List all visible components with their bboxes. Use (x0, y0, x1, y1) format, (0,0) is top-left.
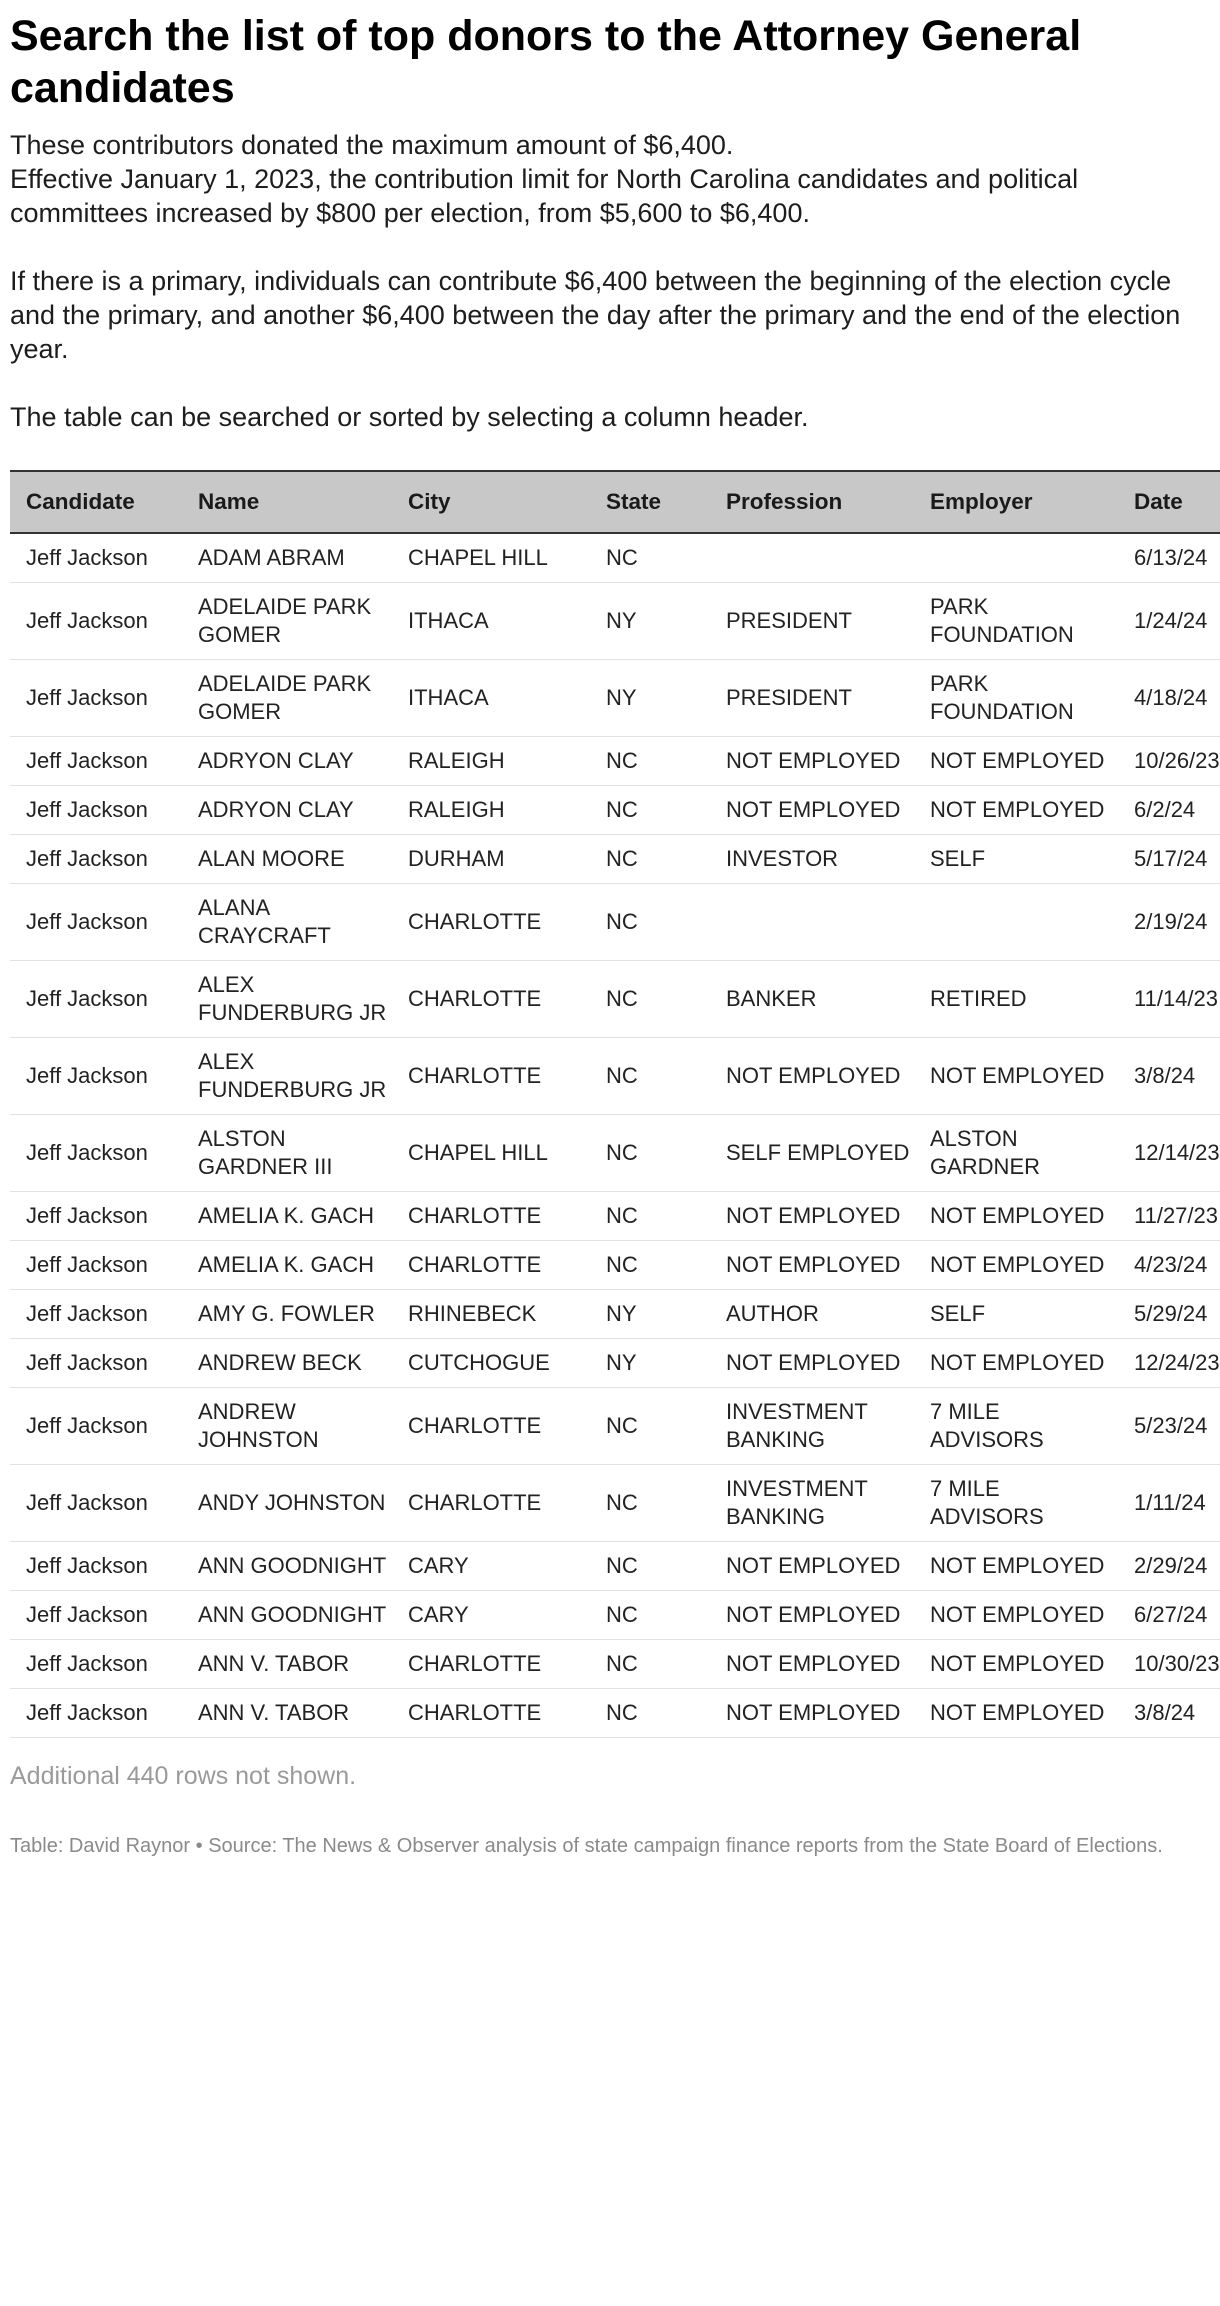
cell-candidate: Jeff Jackson (10, 1591, 182, 1640)
donor-table (10, 470, 1220, 1738)
cell-candidate: Jeff Jackson (10, 660, 182, 737)
cell-name: ALAN MOORE (182, 835, 392, 884)
cell-city: CHARLOTTE (392, 1192, 590, 1241)
cell-date: 6/27/24 (1118, 1591, 1220, 1640)
cell-candidate: Jeff Jackson (10, 1290, 182, 1339)
table-row (10, 835, 1220, 884)
cell-employer: NOT EMPLOYED (914, 1689, 1118, 1738)
cell-date: 4/23/24 (1118, 1241, 1220, 1290)
cell-profession: NOT EMPLOYED (710, 1640, 914, 1689)
cell-employer: 7 MILE ADVISORS (914, 1465, 1118, 1542)
cell-city: CUTCHOGUE (392, 1339, 590, 1388)
cell-city: CHARLOTTE (392, 1465, 590, 1542)
table-row (10, 884, 1220, 961)
cell-candidate: Jeff Jackson (10, 533, 182, 583)
table-row (10, 533, 1220, 583)
page-title: Search the list of top donors to the Attorney General candidates (10, 12, 1082, 112)
table-row (10, 1339, 1220, 1388)
cell-date: 4/18/24 (1118, 660, 1220, 737)
cell-state: NC (590, 737, 710, 786)
cell-name: ANDREW JOHNSTON (182, 1388, 392, 1465)
cell-date: 12/14/23 (1118, 1115, 1220, 1192)
cell-date: 10/30/23 (1118, 1640, 1220, 1689)
cell-state: NY (590, 660, 710, 737)
cell-city: CHAPEL HILL (392, 533, 590, 583)
cell-candidate: Jeff Jackson (10, 786, 182, 835)
column-header-state[interactable]: State (590, 471, 710, 533)
cell-candidate: Jeff Jackson (10, 1465, 182, 1542)
column-header-date[interactable]: Date (1118, 471, 1220, 533)
cell-city: CHARLOTTE (392, 1241, 590, 1290)
cell-city: CHARLOTTE (392, 1640, 590, 1689)
cell-city: RALEIGH (392, 786, 590, 835)
table-row (10, 1465, 1220, 1542)
cell-profession: SELF EMPLOYED (710, 1115, 914, 1192)
cell-name: ANN GOODNIGHT (182, 1542, 392, 1591)
cell-name: ANDY JOHNSTON (182, 1465, 392, 1542)
cell-state: NC (590, 1038, 710, 1115)
cell-name: ANN GOODNIGHT (182, 1591, 392, 1640)
cell-employer: NOT EMPLOYED (914, 1192, 1118, 1241)
cell-name: AMY G. FOWLER (182, 1290, 392, 1339)
cell-city: CHARLOTTE (392, 1038, 590, 1115)
cell-profession: NOT EMPLOYED (710, 1689, 914, 1738)
cell-state: NC (590, 1542, 710, 1591)
cell-employer: NOT EMPLOYED (914, 1339, 1118, 1388)
table-row (10, 1640, 1220, 1689)
cell-date: 5/17/24 (1118, 835, 1220, 884)
cell-state: NC (590, 1241, 710, 1290)
table-row (10, 1591, 1220, 1640)
cell-candidate: Jeff Jackson (10, 737, 182, 786)
cell-profession: INVESTOR (710, 835, 914, 884)
cell-city: CHARLOTTE (392, 1388, 590, 1465)
cell-name: ALSTON GARDNER III (182, 1115, 392, 1192)
cell-profession: PRESIDENT (710, 583, 914, 660)
cell-date: 3/8/24 (1118, 1038, 1220, 1115)
cell-profession: PRESIDENT (710, 660, 914, 737)
cell-profession: AUTHOR (710, 1290, 914, 1339)
cell-state: NC (590, 1192, 710, 1241)
cell-date: 6/13/24 (1118, 533, 1220, 583)
cell-date: 2/19/24 (1118, 884, 1220, 961)
cell-profession: NOT EMPLOYED (710, 1591, 914, 1640)
cell-profession: NOT EMPLOYED (710, 1038, 914, 1115)
cell-employer: SELF (914, 835, 1118, 884)
cell-name: ADRYON CLAY (182, 737, 392, 786)
cell-date: 5/23/24 (1118, 1388, 1220, 1465)
cell-candidate: Jeff Jackson (10, 1038, 182, 1115)
cell-date: 12/24/23 (1118, 1339, 1220, 1388)
intro-line-instructions: The table can be searched or sorted by selecting a column header. (10, 402, 809, 432)
column-header-profession[interactable]: Profession (710, 471, 914, 533)
table-row (10, 1689, 1220, 1738)
cell-profession: BANKER (710, 961, 914, 1038)
intro-line-primary: If there is a primary, individuals can contribute $6,400 between the beginning of the election cycle and the primary, and another $6,400 between the day after the primary and the end of the election year. (10, 266, 1181, 364)
cell-candidate: Jeff Jackson (10, 835, 182, 884)
cell-profession: NOT EMPLOYED (710, 1542, 914, 1591)
table-row (10, 1388, 1220, 1465)
cell-name: AMELIA K. GACH (182, 1192, 392, 1241)
cell-state: NC (590, 835, 710, 884)
cell-employer: PARK FOUNDATION (914, 583, 1118, 660)
cell-state: NC (590, 1388, 710, 1465)
cell-candidate: Jeff Jackson (10, 1115, 182, 1192)
cell-employer: NOT EMPLOYED (914, 1241, 1118, 1290)
cell-employer: NOT EMPLOYED (914, 786, 1118, 835)
cell-city: CARY (392, 1591, 590, 1640)
cell-name: ANDREW BECK (182, 1339, 392, 1388)
cell-state: NC (590, 1115, 710, 1192)
cell-employer: PARK FOUNDATION (914, 660, 1118, 737)
cell-name: ALEX FUNDERBURG JR (182, 961, 392, 1038)
intro-text (10, 128, 1210, 434)
cell-employer: NOT EMPLOYED (914, 737, 1118, 786)
cell-employer: NOT EMPLOYED (914, 1591, 1118, 1640)
table-row (10, 660, 1220, 737)
cell-name: ADAM ABRAM (182, 533, 392, 583)
cell-employer: NOT EMPLOYED (914, 1038, 1118, 1115)
cell-employer (914, 884, 1118, 961)
cell-name: AMELIA K. GACH (182, 1241, 392, 1290)
cell-name: ADRYON CLAY (182, 786, 392, 835)
cell-date: 10/26/23 (1118, 737, 1220, 786)
cell-city: ITHACA (392, 583, 590, 660)
cell-state: NC (590, 1689, 710, 1738)
cell-city: ITHACA (392, 660, 590, 737)
cell-profession: NOT EMPLOYED (710, 1339, 914, 1388)
column-header-city[interactable]: City (392, 471, 590, 533)
donor-table-container (10, 470, 1220, 1738)
cell-state: NC (590, 884, 710, 961)
cell-city: DURHAM (392, 835, 590, 884)
cell-date: 5/29/24 (1118, 1290, 1220, 1339)
cell-candidate: Jeff Jackson (10, 1241, 182, 1290)
table-row (10, 1290, 1220, 1339)
cell-employer: SELF (914, 1290, 1118, 1339)
cell-city: CHARLOTTE (392, 1689, 590, 1738)
cell-city: CHARLOTTE (392, 961, 590, 1038)
intro-line-max: These contributors donated the maximum amount of $6,400. (10, 130, 734, 160)
column-header-name[interactable]: Name (182, 471, 392, 533)
cell-employer: NOT EMPLOYED (914, 1640, 1118, 1689)
table-row (10, 737, 1220, 786)
cell-profession (710, 884, 914, 961)
cell-candidate: Jeff Jackson (10, 1640, 182, 1689)
cell-state: NC (590, 1465, 710, 1542)
table-header-row (10, 471, 1220, 533)
cell-profession: NOT EMPLOYED (710, 1241, 914, 1290)
table-row (10, 1241, 1220, 1290)
cell-date: 1/24/24 (1118, 583, 1220, 660)
cell-state: NC (590, 1640, 710, 1689)
cell-candidate: Jeff Jackson (10, 884, 182, 961)
cell-city: CHAPEL HILL (392, 1115, 590, 1192)
cell-date: 1/11/24 (1118, 1465, 1220, 1542)
table-row (10, 1192, 1220, 1241)
cell-employer: ALSTON GARDNER (914, 1115, 1118, 1192)
cell-date: 3/8/24 (1118, 1689, 1220, 1738)
cell-state: NC (590, 1591, 710, 1640)
cell-state: NC (590, 533, 710, 583)
cell-state: NY (590, 583, 710, 660)
cell-employer (914, 533, 1118, 583)
column-header-employer[interactable]: Employer (914, 471, 1118, 533)
cell-profession: NOT EMPLOYED (710, 786, 914, 835)
table-body (10, 533, 1220, 1738)
cell-candidate: Jeff Jackson (10, 1689, 182, 1738)
cell-candidate: Jeff Jackson (10, 1388, 182, 1465)
cell-city: RALEIGH (392, 737, 590, 786)
cell-date: 11/14/23 (1118, 961, 1220, 1038)
cell-city: RHINEBECK (392, 1290, 590, 1339)
cell-date: 6/2/24 (1118, 786, 1220, 835)
cell-state: NY (590, 1290, 710, 1339)
cell-candidate: Jeff Jackson (10, 1542, 182, 1591)
cell-profession (710, 533, 914, 583)
cell-state: NC (590, 961, 710, 1038)
table-row (10, 1038, 1220, 1115)
cell-profession: NOT EMPLOYED (710, 1192, 914, 1241)
cell-profession: NOT EMPLOYED (710, 737, 914, 786)
cell-candidate: Jeff Jackson (10, 583, 182, 660)
intro-line-limit: Effective January 1, 2023, the contribution limit for North Carolina candidates and political committees increased by $800 per election, from $5,600 to $6,400. (10, 164, 1079, 228)
cell-date: 2/29/24 (1118, 1542, 1220, 1591)
table-row (10, 1542, 1220, 1591)
cell-city: CARY (392, 1542, 590, 1591)
column-header-candidate[interactable]: Candidate (10, 471, 182, 533)
table-row (10, 786, 1220, 835)
cell-name: ANN V. TABOR (182, 1640, 392, 1689)
cell-name: ALANA CRAYCRAFT (182, 884, 392, 961)
cell-candidate: Jeff Jackson (10, 961, 182, 1038)
table-row (10, 961, 1220, 1038)
cell-name: ALEX FUNDERBURG JR (182, 1038, 392, 1115)
cell-state: NY (590, 1339, 710, 1388)
cell-profession: INVESTMENT BANKING (710, 1388, 914, 1465)
cell-candidate: Jeff Jackson (10, 1339, 182, 1388)
table-row (10, 583, 1220, 660)
cell-profession: INVESTMENT BANKING (710, 1465, 914, 1542)
cell-candidate: Jeff Jackson (10, 1192, 182, 1241)
cell-name: ANN V. TABOR (182, 1689, 392, 1738)
cell-name: ADELAIDE PARK GOMER (182, 583, 392, 660)
cell-city: CHARLOTTE (392, 884, 590, 961)
rows-not-shown-note: Additional 440 rows not shown. (10, 1762, 357, 1790)
cell-name: ADELAIDE PARK GOMER (182, 660, 392, 737)
cell-employer: 7 MILE ADVISORS (914, 1388, 1118, 1465)
cell-employer: NOT EMPLOYED (914, 1542, 1118, 1591)
cell-state: NC (590, 786, 710, 835)
source-footer: Table: David Raynor • Source: The News & Observer analysis of state campaign finance reports from the State Board of Elections. (10, 1835, 1163, 1857)
cell-date: 11/27/23 (1118, 1192, 1220, 1241)
cell-employer: RETIRED (914, 961, 1118, 1038)
table-row (10, 1115, 1220, 1192)
